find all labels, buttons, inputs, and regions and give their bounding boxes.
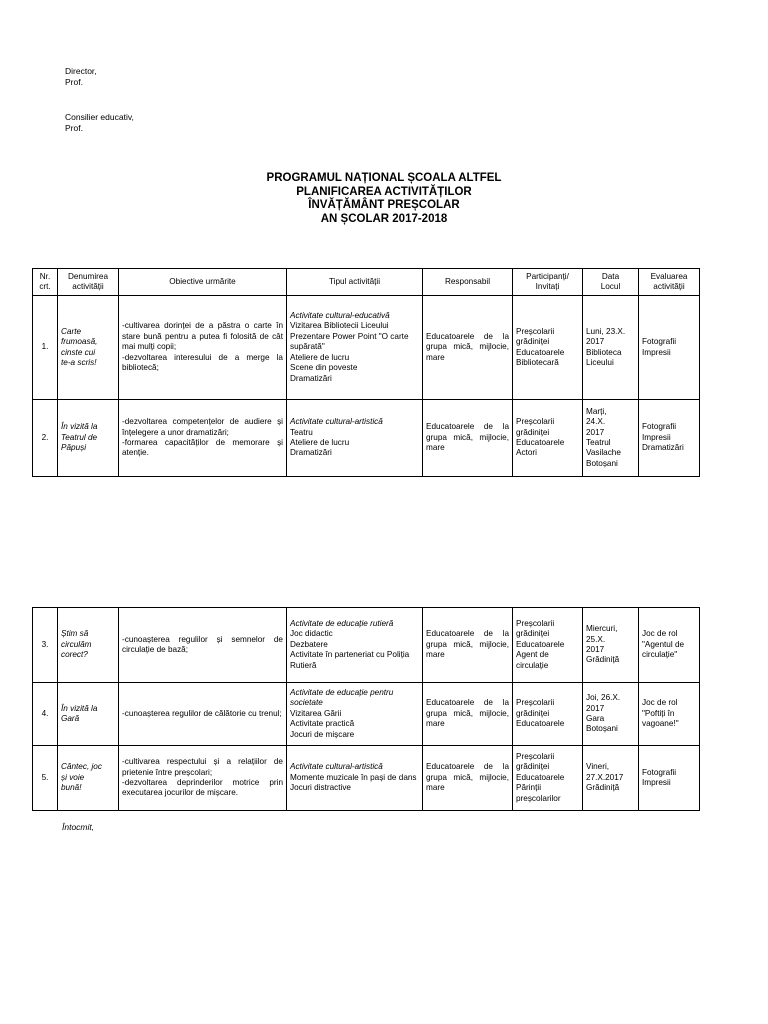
col-data: Data Locul [583, 269, 639, 296]
row-evaluarea: Joc de rol "Agentul de circulație" [639, 608, 700, 683]
row-obiective: -cunoașterea regulilor și semnelor de circulație de bază; [119, 608, 287, 683]
title-line-1: PROGRAMUL NAȚIONAL ȘCOALA ALTFEL [266, 172, 502, 184]
row-nr: 1. [33, 296, 58, 400]
consilier-prof: Prof. [65, 123, 83, 133]
row-nr: 4. [33, 683, 58, 746]
director-prof: Prof. [65, 77, 83, 87]
title-line-2: PLANIFICAREA ACTIVITĂȚILOR [296, 185, 472, 198]
row-obiective: -dezvoltarea competențelor de audiere și înțelegere a unor dramatizări; -formarea capacităților de memorare și atenție. [119, 400, 287, 477]
row-evaluarea: Fotografii Impresii [639, 296, 700, 400]
table-row [33, 683, 700, 746]
director-label: Director, [65, 66, 97, 76]
title-line-4: AN ȘCOLAR 2017-2018 [320, 212, 448, 225]
table-row [33, 296, 700, 400]
activities-table-part-1 [32, 268, 700, 477]
title-line-3: ÎNVĂȚĂMÂNT PREȘCOLAR [308, 199, 460, 211]
row-data: Marți, 24.X. 2017 Teatrul Vasilache Botoșani [583, 400, 639, 477]
row-tipul: Activitate cultural-educativă Vizitarea Bibliotecii Liceului Prezentare Power Point "O carte supărată" Ateliere de lucru Scene din poveste Dramatizări [287, 296, 423, 400]
row-data: Joi, 26.X. 2017 Gara Botoșani [583, 683, 639, 746]
row-evaluarea: Fotografii Impresii [639, 746, 700, 811]
activities-table-part-2 [32, 607, 700, 811]
col-evaluarea: Evaluarea activității [639, 269, 700, 296]
consilier-label: Consilier educativ, [65, 112, 134, 122]
row-nr: 3. [33, 608, 58, 683]
row-tipul: Activitate de educație rutieră Joc didactic Dezbatere Activitate în parteneriat cu Poliția Rutieră [287, 608, 423, 683]
director-block [65, 66, 97, 88]
row-responsabil: Educatoarele de la grupa mică, mijlocie, mare [423, 400, 513, 477]
row-denumirea: Cântec, joc și voie bună! [58, 746, 119, 811]
row-responsabil: Educatoarele de la grupa mică, mijlocie, mare [423, 296, 513, 400]
row-data: Miercuri, 25.X. 2017 Grădiniță [583, 608, 639, 683]
table-row [33, 400, 700, 477]
intocmit-label: Întocmit, [62, 822, 95, 832]
row-obiective: -cultivarea respectului și a relațiilor de prietenie între preșcolari; -dezvoltarea deprinderilor motrice prin executarea jocurilor de mișcare. [119, 746, 287, 811]
col-obiective: Obiective urmărite [119, 269, 287, 296]
row-tipul: Activitate cultural-artistică Teatru Ateliere de lucru Dramatizări [287, 400, 423, 477]
row-denumirea: În vizită la Gară [58, 683, 119, 746]
table-header-row [33, 269, 700, 296]
row-denumirea: Carte frumoasă, cinste cui te-a scris! [58, 296, 119, 400]
row-tipul: Activitate cultural-artistică Momente muzicale în pași de dans Jocuri distractive [287, 746, 423, 811]
row-responsabil: Educatoarele de la grupa mică, mijlocie, mare [423, 746, 513, 811]
col-tipul: Tipul activității [287, 269, 423, 296]
col-responsabil: Responsabil [423, 269, 513, 296]
row-responsabil: Educatoarele de la grupa mică, mijlocie, mare [423, 683, 513, 746]
row-participanti: Preșcolarii grădiniței Educatoarele Părinții preșcolarilor [513, 746, 583, 811]
row-obiective: -cunoașterea regulilor de călătorie cu trenul; [119, 683, 287, 746]
row-participanti: Preșcolarii grădiniței Educatoarele Bibliotecară [513, 296, 583, 400]
row-participanti: Preșcolarii grădiniței Educatoarele Actori [513, 400, 583, 477]
row-denumirea: Știm să circulăm corect? [58, 608, 119, 683]
row-tipul: Activitate de educație pentru societate Vizitarea Gării Activitate practică Jocuri de mișcare [287, 683, 423, 746]
row-participanti: Preșcolarii grădiniței Educatoarele [513, 683, 583, 746]
table-row [33, 608, 700, 683]
col-denumirea: Denumirea activității [58, 269, 119, 296]
col-participanti: Participanți/ Invitați [513, 269, 583, 296]
row-responsabil: Educatoarele de la grupa mică, mijlocie, mare [423, 608, 513, 683]
row-data: Luni, 23.X. 2017 Biblioteca Liceului [583, 296, 639, 400]
row-obiective: -cultivarea dorinței de a păstra o carte în stare bună pentru a putea fi folosită de cât mai mulți copii; -dezvoltarea interesului de a merge la bibliotecă; [119, 296, 287, 400]
row-nr: 2. [33, 400, 58, 477]
consilier-block [65, 112, 134, 134]
row-nr: 5. [33, 746, 58, 811]
table-row [33, 746, 700, 811]
document-title [0, 172, 768, 226]
row-data: Vineri, 27.X.2017 Grădiniță [583, 746, 639, 811]
row-participanti: Preșcolarii grădiniței Educatoarele Agent de circulație [513, 608, 583, 683]
col-nr: Nr. crt. [33, 269, 58, 296]
row-evaluarea: Joc de rol "Poftiți în vagoane!" [639, 683, 700, 746]
row-evaluarea: Fotografii Impresii Dramatizări [639, 400, 700, 477]
row-denumirea: În vizită la Teatrul de Păpuși [58, 400, 119, 477]
